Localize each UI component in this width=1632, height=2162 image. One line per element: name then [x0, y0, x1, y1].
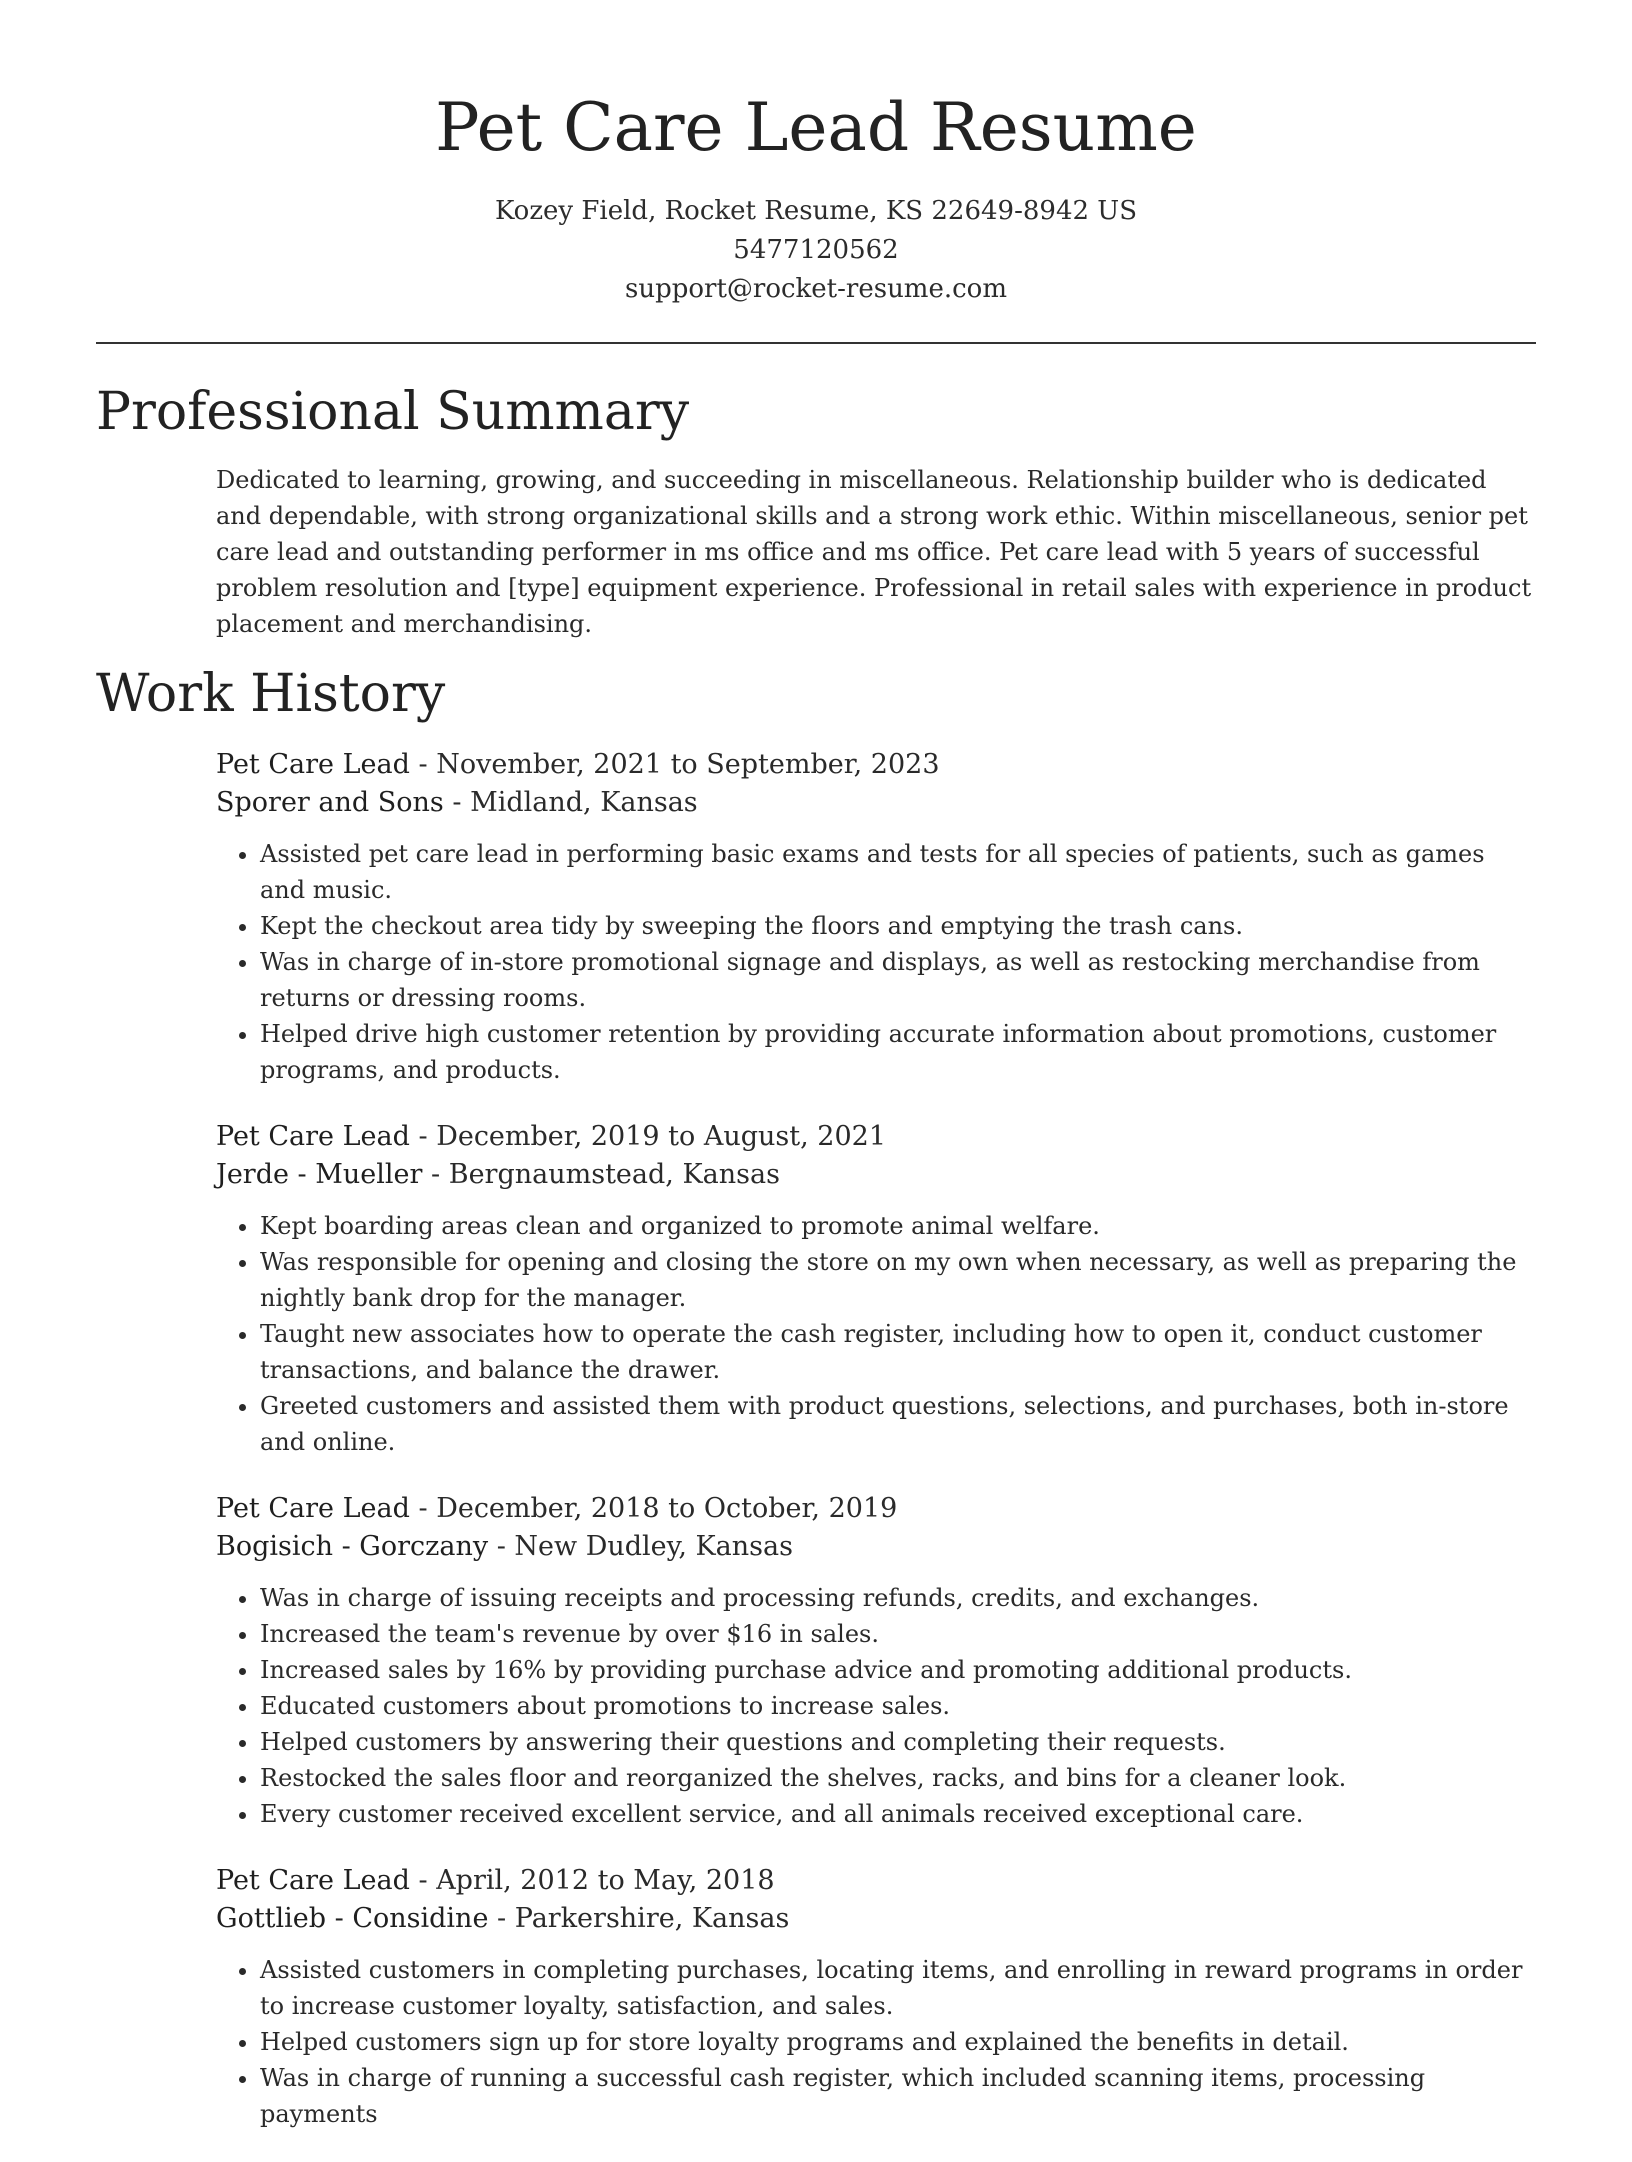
job-bullet: • Every customer received excellent service, and all animals received exceptional care. [260, 1796, 1536, 1832]
job-bullet: • Helped customers sign up for store loyalty programs and explained the benefits in detail. [260, 2024, 1536, 2060]
job-bullet: • Assisted customers in completing purchases, locating items, and enrolling in reward programs in order to increase customer loyalty, satisfaction, and sales. [260, 1952, 1536, 2024]
job-bullet: • Educated customers about promotions to increase sales. [260, 1688, 1536, 1724]
job-bullet: • Assisted pet care lead in performing basic exams and tests for all species of patients, such as games and music. [260, 836, 1536, 908]
job-bullets [216, 1208, 1536, 1460]
work-history-heading: Work History [96, 664, 446, 724]
job-bullet: • Kept boarding areas clean and organized to promote animal welfare. [260, 1208, 1536, 1244]
job-dates: December, 2019 to August, 2021 [436, 1121, 887, 1152]
resume-title: Pet Care Lead Resume [435, 89, 1197, 166]
contact-phone: 5477120562 [733, 235, 899, 265]
job-company-line: Gottlieb - Considine - Parkershire, Kansas [216, 1903, 790, 1934]
job-bullet: • Was responsible for opening and closing the store on my own when necessary, as well as preparing the nightly bank drop for the manager. [260, 1244, 1536, 1316]
job-company-line: Sporer and Sons - Midland, Kansas [216, 787, 698, 818]
header-divider [96, 342, 1536, 344]
contact-address: Kozey Field, Rocket Resume, KS 22649-8942 US [494, 196, 1138, 226]
job-company: Sporer and Sons [216, 787, 444, 818]
job-title-line: Pet Care Lead - April, 2012 to May, 2018 [216, 1865, 775, 1896]
job-company-line: Jerde - Mueller - Bergnaumstead, Kansas [216, 1159, 780, 1190]
job-entry [216, 746, 1536, 1088]
work-history-list [216, 746, 1536, 2162]
job-bullet: • Was in charge of in-store promotional signage and displays, as well as restocking merchandise from returns or dressing rooms. [260, 944, 1536, 1016]
contact-email: support@rocket-resume.com [624, 274, 1007, 304]
job-location: Midland, Kansas [470, 787, 698, 818]
job-location: Bergnaumstead, Kansas [448, 1159, 780, 1190]
job-title-line: Pet Care Lead - November, 2021 to September, 2023 [216, 749, 940, 780]
job-dates: April, 2012 to May, 2018 [436, 1865, 775, 1896]
job-bullets [216, 836, 1536, 1088]
job-role: Pet Care Lead [216, 1865, 410, 1896]
job-entry [216, 1862, 1536, 2132]
job-bullet: • Increased sales by 16% by providing purchase advice and promoting additional products. [260, 1652, 1536, 1688]
job-entry [216, 1118, 1536, 1460]
resume-header [0, 0, 1632, 309]
job-company: Jerde - Mueller [216, 1159, 423, 1190]
job-bullet: • Was in charge of issuing receipts and processing refunds, credits, and exchanges. [260, 1580, 1536, 1616]
job-bullets [216, 1580, 1536, 1832]
job-role: Pet Care Lead [216, 1493, 410, 1524]
job-location: New Dudley, Kansas [514, 1531, 793, 1562]
job-role: Pet Care Lead [216, 749, 410, 780]
job-bullet: • Taught new associates how to operate the cash register, including how to open it, conduct customer transactions, and balance the drawer. [260, 1316, 1536, 1388]
summary-text: Dedicated to learning, growing, and succeeding in miscellaneous. Relationship builder who is dedicated and dependable, with strong organizational skills and a strong work ethic. Within miscellaneous, senior pet care lead and outstanding performer in ms office and ms office. Pet care lead with 5 years of successful problem resolution and [type] equipment experience. Professional in retail sales with experience in product placement and merchandising. [216, 466, 1532, 638]
job-bullet: • Greeted customers and assisted them with product questions, selections, and purchases, both in-store and online. [260, 1388, 1536, 1460]
job-bullet: • Increased the team's revenue by over $16 in sales. [260, 1616, 1536, 1652]
contact-block [0, 192, 1632, 309]
job-role: Pet Care Lead [216, 1121, 410, 1152]
job-dates: November, 2021 to September, 2023 [436, 749, 940, 780]
job-location: Parkershire, Kansas [514, 1903, 790, 1934]
job-bullet: • Helped drive high customer retention by providing accurate information about promotions, customer programs, and products. [260, 1016, 1536, 1088]
job-title-line: Pet Care Lead - December, 2018 to October, 2019 [216, 1493, 898, 1524]
job-bullet: • Restocked the sales floor and reorganized the shelves, racks, and bins for a cleaner look. [260, 1760, 1536, 1796]
job-bullets [216, 1952, 1536, 2132]
job-entry [216, 1490, 1536, 1832]
job-dates: December, 2018 to October, 2019 [436, 1493, 898, 1524]
job-company-line: Bogisich - Gorczany - New Dudley, Kansas [216, 1531, 793, 1562]
job-company: Gottlieb - Considine [216, 1903, 489, 1934]
job-bullet: • Helped customers by answering their questions and completing their requests. [260, 1724, 1536, 1760]
job-company: Bogisich - Gorczany [216, 1531, 489, 1562]
job-bullet: • Kept the checkout area tidy by sweeping the floors and emptying the trash cans. [260, 908, 1536, 944]
summary-heading: Professional Summary [96, 382, 690, 442]
job-title-line: Pet Care Lead - December, 2019 to August, 2021 [216, 1121, 887, 1152]
job-bullet: • Was in charge of running a successful cash register, which included scanning items, processing payments [260, 2060, 1536, 2132]
